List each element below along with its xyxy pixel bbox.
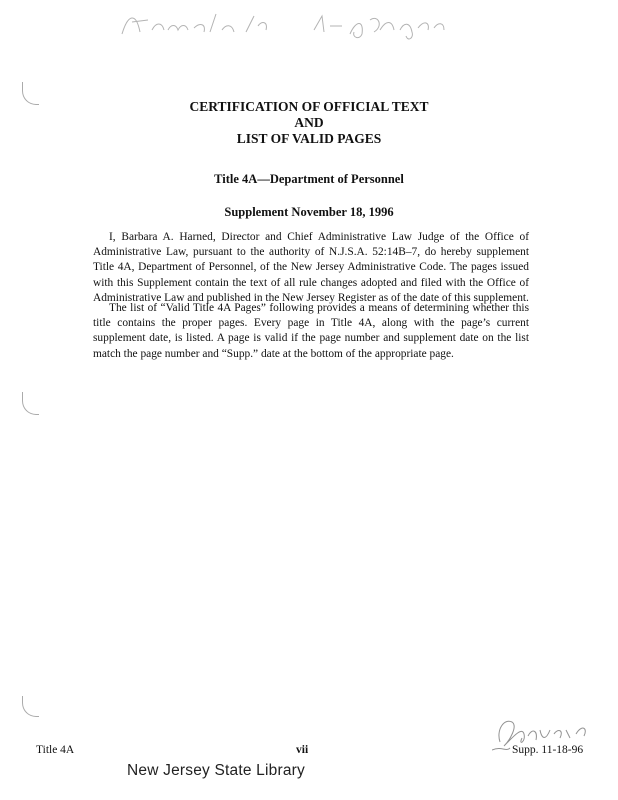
- footer-title: Title 4A: [36, 744, 75, 756]
- supplement-stamp-date: Supp. 11-18-96: [512, 744, 584, 756]
- handwritten-note: [118, 6, 498, 46]
- heading-line-1: CERTIFICATION OF OFFICIAL TEXT: [189, 99, 429, 114]
- heading-line-3: LIST OF VALID PAGES: [236, 131, 382, 146]
- library-stamp: New Jersey State Library: [127, 762, 305, 779]
- certification-paragraph: I, Barbara A. Harned, Director and Chief Administrative Law Judge of the Office of Administrative Law, pursuant to the authority of N.J.S.A. 52:14B–7, do hereby supplement Title 4A, Department of Personnel, of the New Jersey Administrative Code. The pages issued with this Supplement contain the text of all rule changes adopted and filed with the Office of Administrative Law and published in the New Jersey Register as of the date of this supplement.: [93, 231, 529, 304]
- heading-line-2: AND: [294, 115, 324, 130]
- binder-hole-mark: [22, 392, 39, 415]
- binder-hole-mark: [22, 696, 39, 717]
- valid-pages-paragraph: The list of “Valid Title 4A Pages” following provides a means of determining whether this title contains the proper pages. Every page in Title 4A, along with the page’s current supplement date, is listed. A page is valid if the page number and supplement date on the list match the page number and “Supp.” date at the bottom of the appropriate page.: [93, 302, 529, 360]
- supplement-date: Supplement November 18, 1996: [224, 205, 394, 219]
- page-number: vii: [296, 744, 309, 756]
- certification-heading: [0, 99, 618, 147]
- title-subheading: Title 4A—Department of Personnel: [214, 172, 404, 186]
